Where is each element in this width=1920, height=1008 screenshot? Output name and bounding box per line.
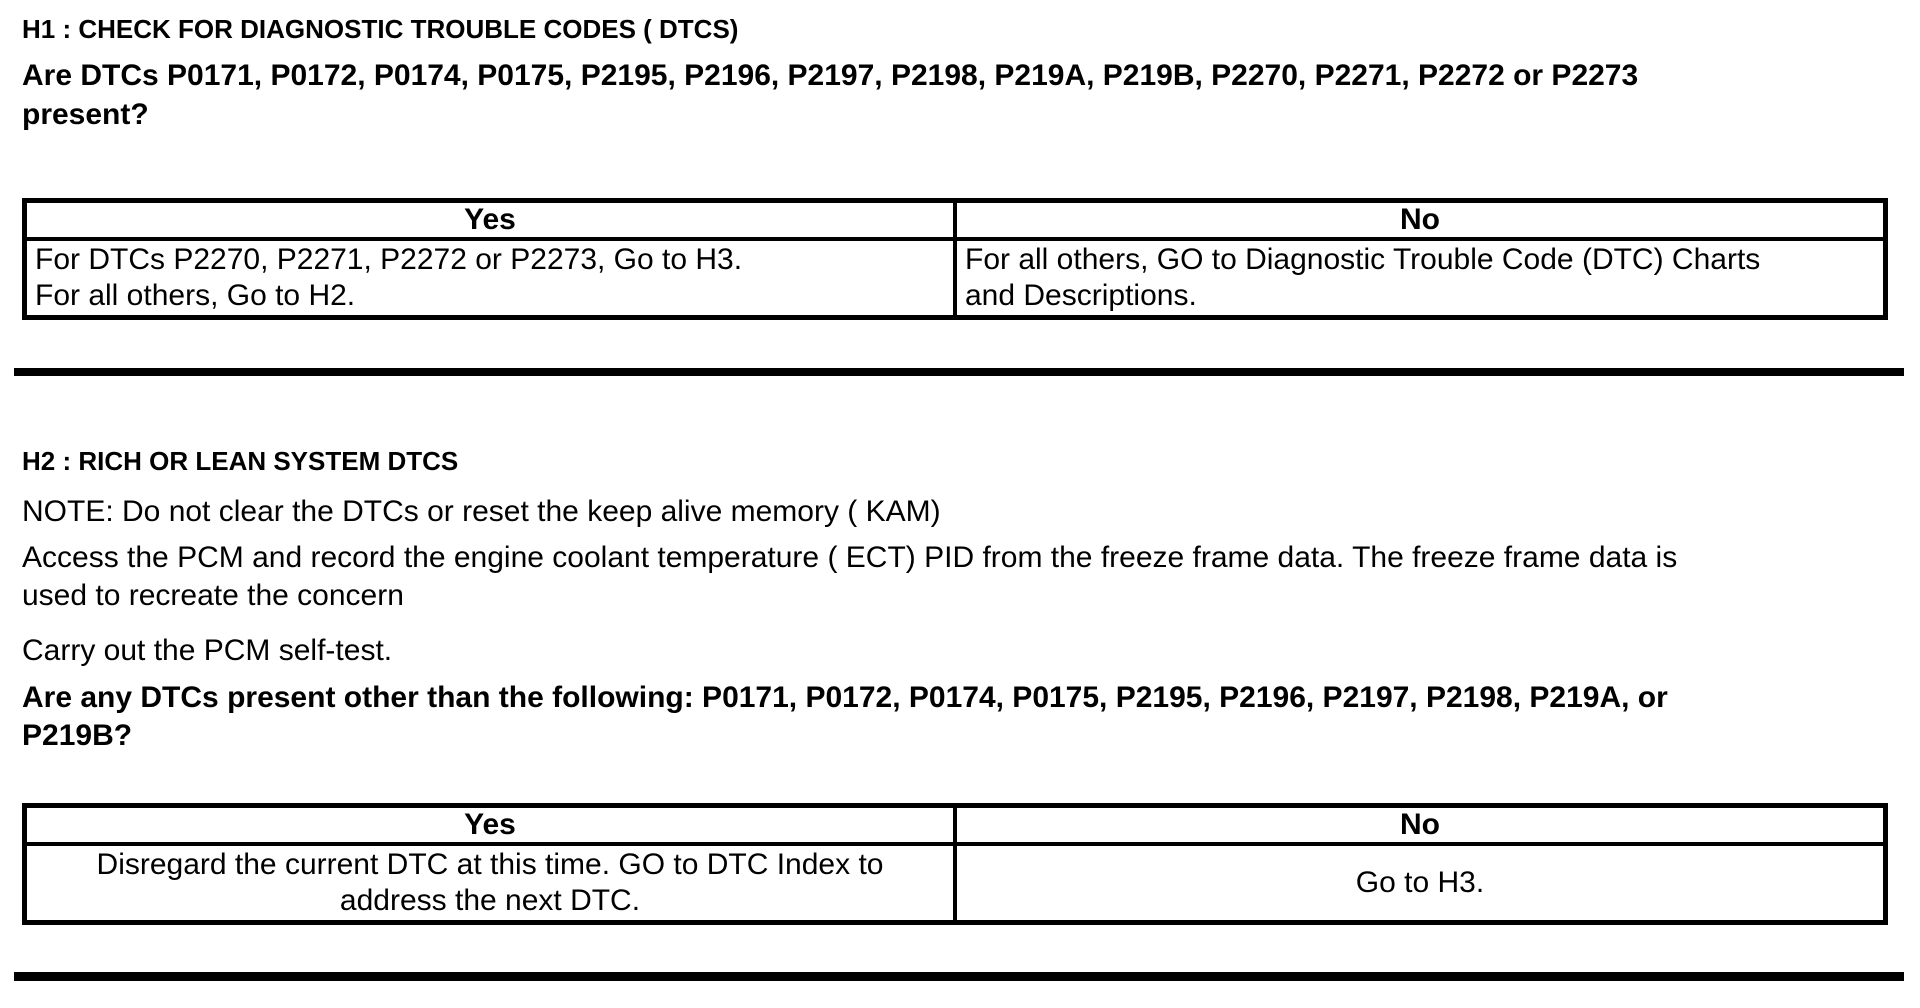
no-column-header: No <box>955 806 1886 845</box>
text-line: and Descriptions. <box>965 279 1197 312</box>
text-line: Access the PCM and record the engine coolant temperature ( ECT) PID from the freeze frame data. The freeze frame data is <box>22 541 1678 574</box>
table-body-row <box>25 844 1886 923</box>
h2-section-heading: H2 : RICH OR LEAN SYSTEM DTCS <box>22 446 459 476</box>
h1-yes-cell <box>25 239 956 318</box>
table-header-row <box>25 201 1886 240</box>
h1-section-heading: H1 : CHECK FOR DIAGNOSTIC TROUBLE CODES ( DTCS) <box>22 14 739 44</box>
text-line: For all others, GO to Diagnostic Trouble Code (DTC) Charts <box>965 243 1761 276</box>
text-line: P219B? <box>22 719 133 752</box>
text-line: For DTCs P2270, P2271, P2272 or P2273, Go to H3. <box>35 243 743 276</box>
text-line: Disregard the current DTC at this time. GO to DTC Index to <box>96 848 884 881</box>
text-line: Go to H3. <box>1355 866 1485 899</box>
h2-decision-table <box>22 803 1888 925</box>
yes-column-header: Yes <box>25 201 956 240</box>
text-line: present? <box>22 98 149 131</box>
text-line: address the next DTC. <box>339 884 641 917</box>
text-line: Are any DTCs present other than the following: P0171, P0172, P0174, P0175, P2195, P2196, P2197, P2198, P219A, or <box>22 681 1668 714</box>
h1-question <box>22 56 1638 134</box>
h2-instruction-paragraph <box>22 539 1677 615</box>
h2-question <box>22 679 1668 755</box>
text-line: Are DTCs P0171, P0172, P0174, P0175, P2195, P2196, P2197, P2198, P219A, P219B, P2270, P2271, P2272 or P2273 <box>22 59 1639 92</box>
no-column-header: No <box>955 201 1886 240</box>
h2-yes-cell <box>25 844 956 923</box>
h2-step-instruction: Carry out the PCM self-test. <box>22 634 393 667</box>
text-line: used to recreate the concern <box>22 579 404 612</box>
h2-no-cell <box>955 844 1886 923</box>
yes-column-header: Yes <box>25 806 956 845</box>
h1-no-cell <box>955 239 1886 318</box>
h1-decision-table <box>22 198 1888 320</box>
text-line: For all others, Go to H2. <box>35 279 356 312</box>
section-divider-rule <box>14 368 1904 376</box>
table-body-row <box>25 239 1886 318</box>
table-header-row <box>25 806 1886 845</box>
bottom-divider-rule <box>14 972 1904 981</box>
h2-note-text: NOTE: Do not clear the DTCs or reset the keep alive memory ( KAM) <box>22 495 941 528</box>
